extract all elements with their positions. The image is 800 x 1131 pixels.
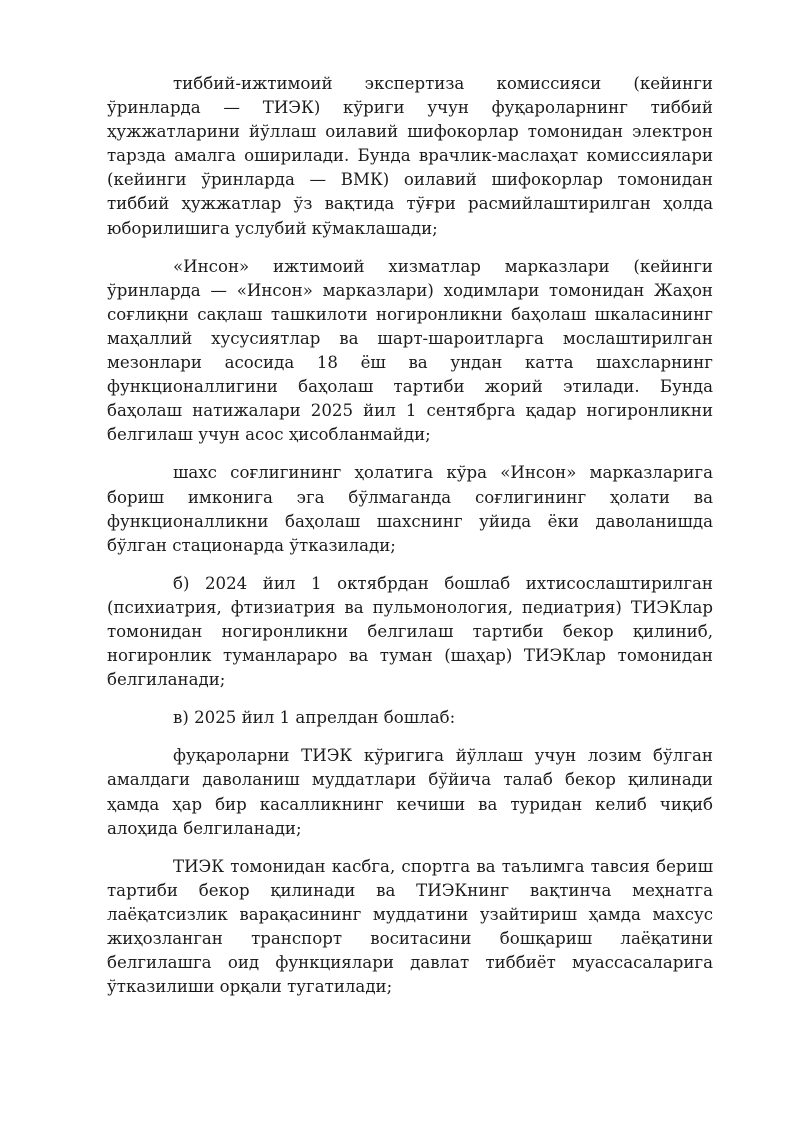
paragraph-tiek-referral: тиббий-ижтимоий экспертиза комиссияси (кейинги ўринларда — ТИЭК) кўриги учун фуқароларнинг тиббий ҳужжатларини йўллаш оилавий шифокорлар томонидан электрон тарзда амалга оширилади. Бунда врачлик-маслаҳат комиссиялари (кейинги ўринларда — ВМК) оилавий шифокорлар томонидан тиббий ҳужжатлар ўз вақтида тўғри расмийлаштирилган ҳолда юборилишига услубий кўмаклашади;	[107, 74, 713, 238]
paragraph-tiek-functions: ТИЭК томонидан касбга, спортга ва таълимга тавсия бериш тартиби бекор қилинади ва ТИЭКнинг вақтинча меҳнатга лаёқатсизлик варақасининг муддатини узайтириш ҳамда махсус жиҳозланган транспорт воситасини бошқариш лаёқатини белгилашга оид функциялари давлат тиббиёт муассасаларига ўтказилиши орқали тугатилади;	[107, 856, 713, 997]
paragraph-treatment-periods: фуқароларни ТИЭК кўригига йўллаш учун лозим бўлган амалдаги даволаниш муддатлари бўйича талаб бекор қилинади ҳамда ҳар бир касалликнинг кечиши ва туридан келиб чиқиб алоҳида белгиланади;	[107, 746, 713, 838]
paragraph-item-v: в) 2025 йил 1 апрелдан бошлаб:	[173, 708, 456, 728]
paragraph-inson-centers: «Инсон» ижтимоий хизматлар марказлари (кейинги ўринларда — «Инсон» марказлари) ходимлари томонидан Жаҳон соғлиқни сақлаш ташкилоти ногиронликни баҳолаш шкаласининг маҳаллий хусусиятлар ва шарт-шароитларга мослаштирилган мезонлари асосида 18 ёш ва ундан катта шахсларнинг функционаллигини баҳолаш тартиби жорий этилади. Бунда баҳолаш натижалари 2025 йил 1 сентябрга қадар ногиронликни белгилаш учун асос ҳисобланмайди;	[107, 256, 713, 445]
paragraph-item-b: б) 2024 йил 1 октябрдан бошлаб ихтисослаштирилган (психиатрия, фтизиатрия ва пульмонология, педиатрия) ТИЭКлар томонидан ногиронликни белгилаш тартиби бекор қилиниб, ногиронлик туманлараро ва туман (шаҳар) ТИЭКлар томонидан белгиланади;	[107, 573, 713, 690]
paragraph-home-assessment: шахс соғлигининг ҳолатига кўра «Инсон» марказларига бориш имконига эга бўлмаганда соғлигининг ҳолати ва функционалликни баҳолаш шахснинг уйида ёки даволанишда бўлган стационарда ўтказилади;	[107, 463, 713, 555]
